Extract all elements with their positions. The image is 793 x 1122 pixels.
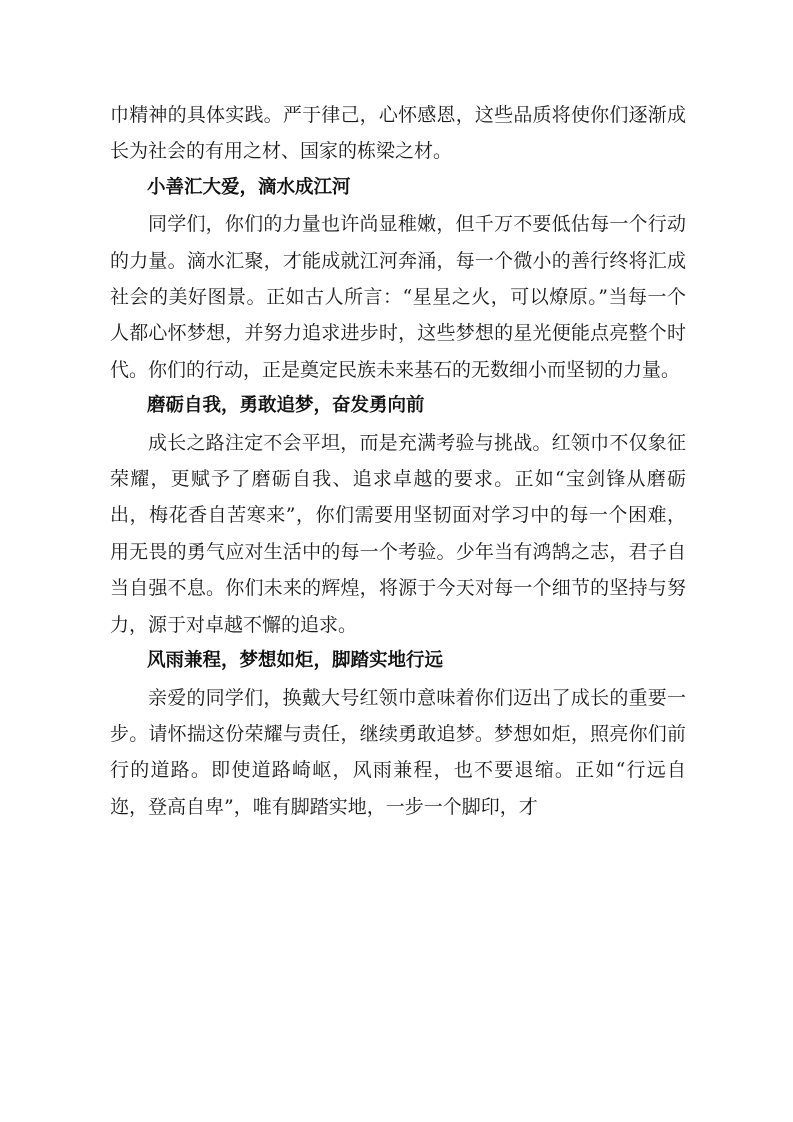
section-heading-small-kindness: 小善汇大爱，滴水成江河 xyxy=(147,176,351,198)
section-heading-self-improvement: 磨砺自我，勇敢追梦，奋发勇向前 xyxy=(147,395,425,417)
paragraph-self-improvement: 成长之路注定不会平坦，而是充满考验与挑战。红领巾不仅象征荣耀，更赋予了磨砺自我、追求卓越的要求。正如“宝剑锋从磨砺出，梅花香自苦寒来”，你们需要用坚韧面对学习中的每一个困难，用无畏的勇气应对生活中的每一个考验。少年当有鸿鹄之志，君子自当自强不息。你们未来的辉煌，将源于今天对每一个细节的坚持与努力，源于对卓越不懈的追求。 xyxy=(110,431,686,636)
paragraph-dream-torch: 亲爱的同学们，换戴大号红领巾意味着你们迈出了成长的重要一步。请怀揣这份荣耀与责任，继续勇敢追梦。梦想如炬，照亮你们前行的道路。即使道路崎岖，风雨兼程，也不要退缩。正如“行远自迩，登高自卑”，唯有脚踏实地，一步一个脚印，才 xyxy=(110,686,686,818)
document-body xyxy=(110,97,686,825)
paragraph-continuation: 巾精神的具体实践。严于律己，心怀感恩，这些品质将使你们逐渐成长为社会的有用之材、国家的栋梁之材。 xyxy=(110,104,686,163)
paragraph-small-kindness: 同学们，你们的力量也许尚显稚嫩，但千万不要低估每一个行动的力量。滴水汇聚，才能成就江河奔涌，每一个微小的善行终将汇成社会的美好图景。正如古人所言：“星星之火，可以燎原。”当每一个人都心怀梦想，并努力追求进步时，这些梦想的星光便能点亮整个时代。你们的行动，正是奠定民族未来基石的无数细小而坚韧的力量。 xyxy=(110,213,686,381)
section-heading-dream-torch: 风雨兼程，梦想如炬，脚踏实地行远 xyxy=(147,650,444,672)
